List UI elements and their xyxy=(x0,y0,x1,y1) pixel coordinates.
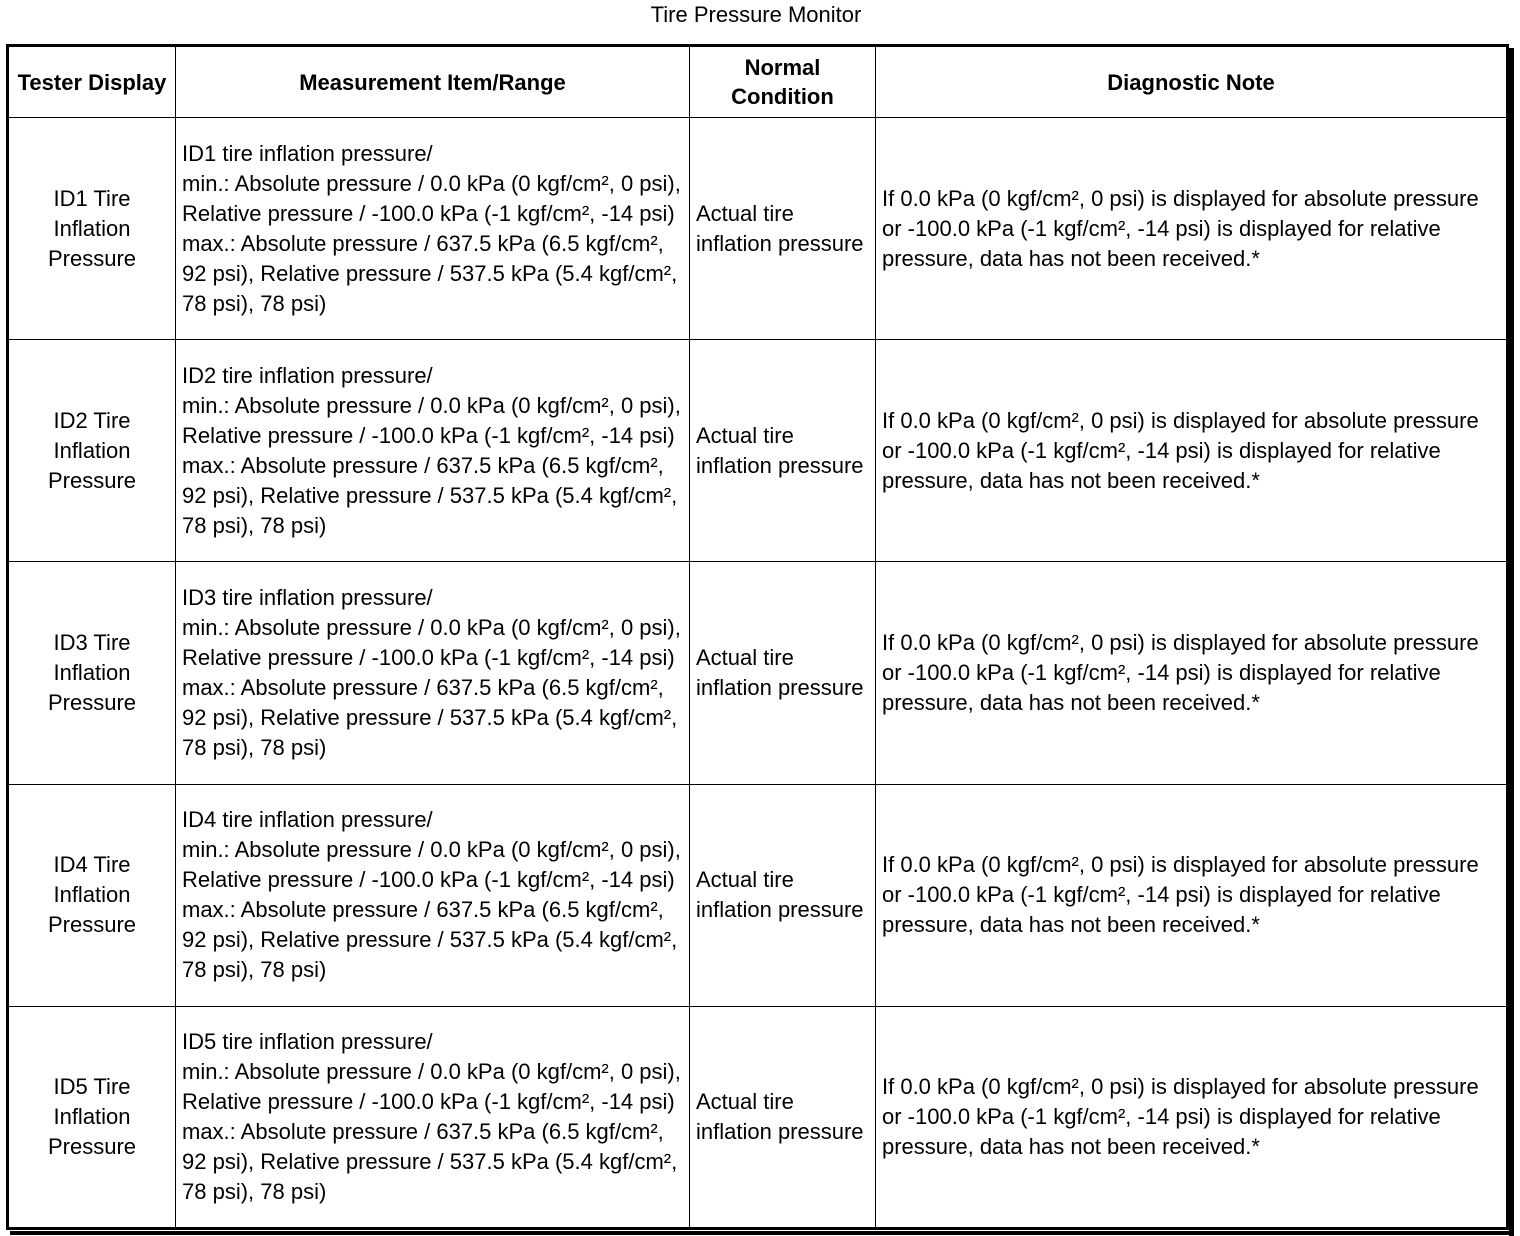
tester-display-cell: ID1 Tire Inflation Pressure xyxy=(8,118,176,340)
range-line: ID5 tire inflation pressure/ xyxy=(182,1028,433,1054)
measurement-range-cell xyxy=(176,1006,690,1228)
normal-condition-cell: Actual tire inflation pressure xyxy=(690,562,876,784)
column-header-measurement-range: Measurement Item/Range xyxy=(176,46,690,118)
table-shadow-bottom xyxy=(10,1231,1514,1235)
normal-condition-cell: Actual tire inflation pressure xyxy=(690,118,876,340)
range-line: ID1 tire inflation pressure/ xyxy=(182,140,433,166)
column-header-tester-display: Tester Display xyxy=(8,46,176,118)
normal-condition-cell: Actual tire inflation pressure xyxy=(690,784,876,1006)
table-row xyxy=(8,784,1508,1006)
range-line: min.: Absolute pressure / 0.0 kPa (0 kgf/cm², 0 psi), Relative pressure / -100.0 kPa (-1 kgf/cm², -14 psi) xyxy=(182,392,681,448)
range-line: ID3 tire inflation pressure/ xyxy=(182,584,433,610)
range-line: min.: Absolute pressure / 0.0 kPa (0 kgf/cm², 0 psi), Relative pressure / -100.0 kPa (-1 kgf/cm², -14 psi) xyxy=(182,1058,681,1114)
table-row xyxy=(8,1006,1508,1228)
range-line: min.: Absolute pressure / 0.0 kPa (0 kgf/cm², 0 psi), Relative pressure / -100.0 kPa (-1 kgf/cm², -14 psi) xyxy=(182,614,681,670)
table-row xyxy=(8,562,1508,784)
diagnostic-note-cell: If 0.0 kPa (0 kgf/cm², 0 psi) is displayed for absolute pressure or -100.0 kPa (-1 kgf/cm², -14 psi) is displayed for relative pressure, data has not been received.* xyxy=(876,1006,1508,1228)
measurement-range-cell xyxy=(176,784,690,1006)
table-shadow-right xyxy=(1509,48,1514,1236)
diagnostic-note-cell: If 0.0 kPa (0 kgf/cm², 0 psi) is displayed for absolute pressure or -100.0 kPa (-1 kgf/cm², -14 psi) is displayed for relative pressure, data has not been received.* xyxy=(876,784,1508,1006)
range-line: max.: Absolute pressure / 637.5 kPa (6.5 kgf/cm², 92 psi), Relative pressure / 537.5 kPa (5.4 kgf/cm², 78 psi), 78 psi) xyxy=(182,452,678,538)
range-line: max.: Absolute pressure / 637.5 kPa (6.5 kgf/cm², 92 psi), Relative pressure / 537.5 kPa (5.4 kgf/cm², 78 psi), 78 psi) xyxy=(182,1118,678,1204)
diagnostic-note-cell: If 0.0 kPa (0 kgf/cm², 0 psi) is displayed for absolute pressure or -100.0 kPa (-1 kgf/cm², -14 psi) is displayed for relative pressure, data has not been received.* xyxy=(876,118,1508,340)
table-header-row xyxy=(8,46,1508,118)
range-line: max.: Absolute pressure / 637.5 kPa (6.5 kgf/cm², 92 psi), Relative pressure / 537.5 kPa (5.4 kgf/cm², 78 psi), 78 psi) xyxy=(182,230,678,316)
measurement-range-cell xyxy=(176,340,690,562)
column-header-normal-condition: Normal Condition xyxy=(690,46,876,118)
range-line: max.: Absolute pressure / 637.5 kPa (6.5 kgf/cm², 92 psi), Relative pressure / 537.5 kPa (5.4 kgf/cm², 78 psi), 78 psi) xyxy=(182,897,678,983)
tester-display-cell: ID5 Tire Inflation Pressure xyxy=(8,1006,176,1228)
measurement-range-cell xyxy=(176,562,690,784)
range-line: ID2 tire inflation pressure/ xyxy=(182,362,433,388)
tester-display-cell: ID3 Tire Inflation Pressure xyxy=(8,562,176,784)
diagnostic-note-cell: If 0.0 kPa (0 kgf/cm², 0 psi) is displayed for absolute pressure or -100.0 kPa (-1 kgf/cm², -14 psi) is displayed for relative pressure, data has not been received.* xyxy=(876,562,1508,784)
page-title: Tire Pressure Monitor xyxy=(650,2,862,27)
range-line: ID4 tire inflation pressure/ xyxy=(182,807,433,833)
normal-condition-cell: Actual tire inflation pressure xyxy=(690,340,876,562)
measurement-range-cell xyxy=(176,118,690,340)
table-row xyxy=(8,118,1508,340)
normal-condition-cell: Actual tire inflation pressure xyxy=(690,1006,876,1228)
diagnostic-note-cell: If 0.0 kPa (0 kgf/cm², 0 psi) is displayed for absolute pressure or -100.0 kPa (-1 kgf/cm², -14 psi) is displayed for relative pressure, data has not been received.* xyxy=(876,340,1508,562)
range-line: min.: Absolute pressure / 0.0 kPa (0 kgf/cm², 0 psi), Relative pressure / -100.0 kPa (-1 kgf/cm², -14 psi) xyxy=(182,170,681,226)
table-row xyxy=(8,340,1508,562)
range-line: max.: Absolute pressure / 637.5 kPa (6.5 kgf/cm², 92 psi), Relative pressure / 537.5 kPa (5.4 kgf/cm², 78 psi), 78 psi) xyxy=(182,674,678,760)
column-header-diagnostic-note: Diagnostic Note xyxy=(876,46,1508,118)
tester-display-cell: ID2 Tire Inflation Pressure xyxy=(8,340,176,562)
range-line: min.: Absolute pressure / 0.0 kPa (0 kgf/cm², 0 psi), Relative pressure / -100.0 kPa (-1 kgf/cm², -14 psi) xyxy=(182,837,681,893)
data-list-table xyxy=(6,44,1509,1230)
tester-display-cell: ID4 Tire Inflation Pressure xyxy=(8,784,176,1006)
